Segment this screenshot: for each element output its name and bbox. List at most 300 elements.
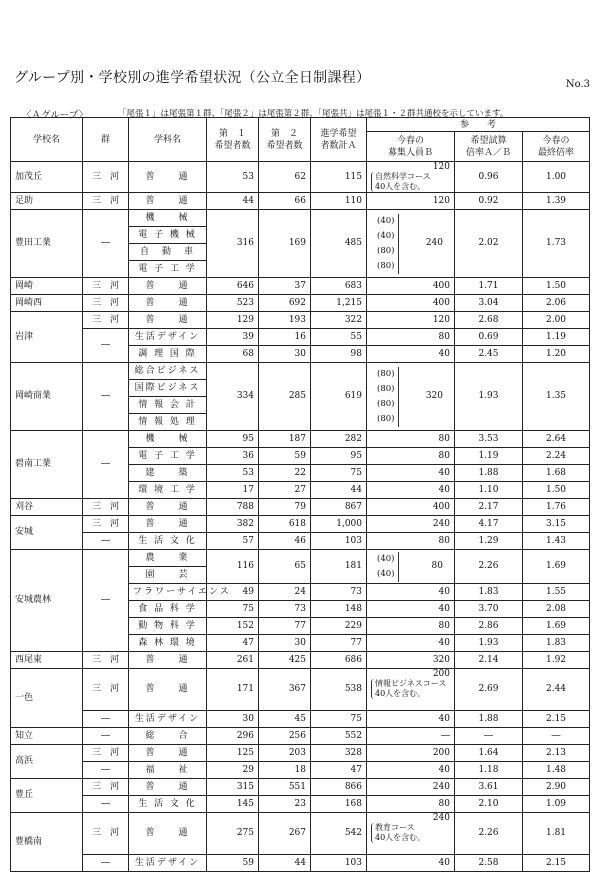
total-a: 1,215 <box>311 295 367 312</box>
ratio-cell: 2.02 <box>455 210 523 278</box>
dept-cell: 国際ビジネス <box>129 380 207 397</box>
final-ratio: 2.08 <box>523 601 590 618</box>
total-a: 683 <box>311 278 367 295</box>
final-ratio: 1.92 <box>523 652 590 669</box>
first-choice: 334 <box>207 363 259 431</box>
header-school: 学校名 <box>11 118 83 162</box>
dept-cell: 普 通 <box>129 499 207 516</box>
second-choice: 22 <box>259 465 311 482</box>
second-choice: 551 <box>259 779 311 796</box>
breakdown-list <box>374 552 399 582</box>
ratio-cell: 1.83 <box>455 584 523 601</box>
second-choice: 27 <box>259 482 311 499</box>
boshu-cell: 120 <box>367 193 455 210</box>
boshu-cell: 320 <box>367 652 455 669</box>
table-row <box>11 550 590 567</box>
dept-cell: 普 通 <box>129 669 207 711</box>
second-choice: 24 <box>259 584 311 601</box>
boshu-note: 教育コース 40人を含む。 <box>371 823 450 843</box>
boshu-breakdown <box>371 363 450 430</box>
second-choice: 187 <box>259 431 311 448</box>
table-row <box>11 533 590 550</box>
ratio-cell: 2.69 <box>455 669 523 711</box>
gun-cell: 三 河 <box>83 669 129 711</box>
gun-cell: ― <box>83 855 129 872</box>
school-name: 知立 <box>11 728 83 745</box>
boshu-cell: 80 <box>367 431 455 448</box>
table-row <box>11 193 590 210</box>
first-choice: 171 <box>207 669 259 711</box>
gun-cell: ― <box>83 762 129 779</box>
second-choice: 256 <box>259 728 311 745</box>
final-ratio: 1.39 <box>523 193 590 210</box>
breakdown-item: (40) <box>377 553 395 564</box>
boshu-cell: 40 <box>367 482 455 499</box>
final-ratio: 1.00 <box>523 162 590 193</box>
final-ratio: 1.73 <box>523 210 590 278</box>
ratio-cell: 0.92 <box>455 193 523 210</box>
dept-cell: 福 祉 <box>129 762 207 779</box>
total-a: 867 <box>311 499 367 516</box>
second-choice: 46 <box>259 533 311 550</box>
legend-note: 「尾張１」は尾張第１群、「尾張２」は尾張第２群、「尾張共」は尾張１・２群共通校を示しています。 <box>118 109 509 119</box>
first-choice: 36 <box>207 448 259 465</box>
gun-cell: 三 河 <box>83 312 129 329</box>
boshu-cell: 80 <box>367 448 455 465</box>
ratio-cell: 2.86 <box>455 618 523 635</box>
table-row <box>11 796 590 813</box>
ratio-cell: 1.93 <box>455 363 523 431</box>
total-a: 538 <box>311 669 367 711</box>
header-total: 進学希望 者数計Ａ <box>311 118 367 162</box>
final-ratio: 2.64 <box>523 431 590 448</box>
first-choice: 49 <box>207 584 259 601</box>
boshu-value: 320 <box>425 391 443 401</box>
ratio-cell: 4.17 <box>455 516 523 533</box>
total-a: 229 <box>311 618 367 635</box>
first-choice: 523 <box>207 295 259 312</box>
final-ratio: 1.81 <box>523 813 590 855</box>
final-ratio: 1.19 <box>523 329 590 346</box>
dept-cell: フラワーサイエンス <box>129 584 207 601</box>
first-choice: 29 <box>207 762 259 779</box>
gun-cell: 三 河 <box>83 499 129 516</box>
dept-cell: 情 報 処 理 <box>129 414 207 431</box>
table-row <box>11 728 590 745</box>
dept-cell: 電 子 工 学 <box>129 448 207 465</box>
total-a: 542 <box>311 813 367 855</box>
second-choice: 285 <box>259 363 311 431</box>
dept-cell: 生活デザイン <box>129 711 207 728</box>
first-choice: 382 <box>207 516 259 533</box>
dept-cell: 動 物 科 学 <box>129 618 207 635</box>
dept-cell: 生 活 文 化 <box>129 533 207 550</box>
gun-cell: ― <box>83 550 129 652</box>
final-ratio: 2.90 <box>523 779 590 796</box>
gun-cell: 三 河 <box>83 278 129 295</box>
ratio-cell: 0.69 <box>455 329 523 346</box>
dept-cell: 農 業 <box>129 550 207 567</box>
total-a: 95 <box>311 448 367 465</box>
boshu-breakdown <box>371 210 450 277</box>
total-a: 75 <box>311 465 367 482</box>
final-ratio: 1.76 <box>523 499 590 516</box>
final-ratio: 2.13 <box>523 745 590 762</box>
first-choice: 59 <box>207 855 259 872</box>
boshu-cell: 240 <box>367 516 455 533</box>
first-choice: 68 <box>207 346 259 363</box>
school-name: 岡崎商業 <box>11 363 83 431</box>
ratio-cell: 1.29 <box>455 533 523 550</box>
final-ratio: 2.00 <box>523 312 590 329</box>
header-bairitsu: 希望試算 倍率Ａ／Ｂ <box>455 132 523 162</box>
breakdown-item: (80) <box>377 245 395 256</box>
dept-cell: 総 合 <box>129 728 207 745</box>
header-final: 今春の 最終倍率 <box>523 132 590 162</box>
second-choice: 267 <box>259 813 311 855</box>
dept-cell: 自 動 車 <box>129 244 207 261</box>
boshu-cell: 40 <box>367 584 455 601</box>
table-row <box>11 312 590 329</box>
first-choice: 53 <box>207 162 259 193</box>
gun-cell: ― <box>83 210 129 278</box>
ratio-cell: 1.88 <box>455 711 523 728</box>
boshu-breakdown <box>371 550 450 583</box>
table-row <box>11 516 590 533</box>
dept-cell: 普 通 <box>129 745 207 762</box>
ratio-cell: 2.10 <box>455 796 523 813</box>
final-ratio: 1.69 <box>523 618 590 635</box>
first-choice: 646 <box>207 278 259 295</box>
breakdown-item: (40) <box>377 230 395 241</box>
boshu-cell: 80 <box>367 618 455 635</box>
ratio-cell: 3.53 <box>455 431 523 448</box>
dept-cell: 普 通 <box>129 162 207 193</box>
final-ratio: 1.43 <box>523 533 590 550</box>
second-choice: 30 <box>259 635 311 652</box>
school-name: 豊橋南 <box>11 813 83 872</box>
group-label: 〈Ａグループ〉 <box>22 110 89 121</box>
ratio-cell: 2.17 <box>455 499 523 516</box>
school-name: 岩津 <box>11 312 83 363</box>
second-choice: 18 <box>259 762 311 779</box>
table-row <box>11 813 590 855</box>
final-ratio: 2.15 <box>523 855 590 872</box>
total-a: 115 <box>311 162 367 193</box>
second-choice: 367 <box>259 669 311 711</box>
table-row <box>11 762 590 779</box>
second-choice: 59 <box>259 448 311 465</box>
dept-cell: 普 通 <box>129 193 207 210</box>
school-name: 加茂丘 <box>11 162 83 193</box>
ratio-cell: 1.10 <box>455 482 523 499</box>
header-first: 第 １ 希望者数 <box>207 118 259 162</box>
dept-cell: 建 築 <box>129 465 207 482</box>
breakdown-item: (40) <box>377 215 395 226</box>
dept-cell: 機 械 <box>129 210 207 227</box>
boshu-cell: 400 <box>367 295 455 312</box>
ratio-cell: 3.61 <box>455 779 523 796</box>
total-a: 55 <box>311 329 367 346</box>
first-choice: 125 <box>207 745 259 762</box>
applicant-table <box>10 117 590 872</box>
ratio-cell: 1.19 <box>455 448 523 465</box>
first-choice: 296 <box>207 728 259 745</box>
dept-cell: 生活デザイン <box>129 329 207 346</box>
school-name: 一色 <box>11 669 83 728</box>
boshu-cell: ― <box>367 728 455 745</box>
first-choice: 788 <box>207 499 259 516</box>
table-row <box>11 210 590 227</box>
final-ratio: 2.24 <box>523 448 590 465</box>
ratio-cell: 3.70 <box>455 601 523 618</box>
final-ratio: 1.50 <box>523 482 590 499</box>
breakdown-item: (80) <box>377 413 395 424</box>
second-choice: 45 <box>259 711 311 728</box>
first-choice: 261 <box>207 652 259 669</box>
school-name: 岡崎 <box>11 278 83 295</box>
total-a: 148 <box>311 601 367 618</box>
final-ratio: 1.35 <box>523 363 590 431</box>
gun-cell: ― <box>83 533 129 550</box>
first-choice: 44 <box>207 193 259 210</box>
total-a: 77 <box>311 635 367 652</box>
final-ratio: 1.48 <box>523 762 590 779</box>
second-choice: 66 <box>259 193 311 210</box>
total-a: 110 <box>311 193 367 210</box>
first-choice: 53 <box>207 465 259 482</box>
dept-cell: 普 通 <box>129 516 207 533</box>
gun-cell: 三 河 <box>83 295 129 312</box>
boshu-cell: 80 <box>367 796 455 813</box>
gun-cell: 三 河 <box>83 193 129 210</box>
first-choice: 75 <box>207 601 259 618</box>
table-row <box>11 855 590 872</box>
first-choice: 30 <box>207 711 259 728</box>
boshu-cell <box>367 363 455 431</box>
second-choice: 193 <box>259 312 311 329</box>
dept-cell: 普 通 <box>129 813 207 855</box>
table-row <box>11 669 590 711</box>
gun-cell: ― <box>83 329 129 363</box>
boshu-value: 240 <box>425 238 443 248</box>
school-name: 足助 <box>11 193 83 210</box>
first-choice: 315 <box>207 779 259 796</box>
boshu-cell: 40 <box>367 601 455 618</box>
total-a: 552 <box>311 728 367 745</box>
ratio-cell: 1.88 <box>455 465 523 482</box>
school-name: 岡崎西 <box>11 295 83 312</box>
boshu-value: 80 <box>431 561 443 571</box>
dept-cell: 普 通 <box>129 779 207 796</box>
second-choice: 23 <box>259 796 311 813</box>
breakdown-list <box>374 214 399 274</box>
boshu-cell <box>367 669 455 711</box>
total-a: 1,000 <box>311 516 367 533</box>
page-number: No.3 <box>565 79 590 90</box>
table-row <box>11 745 590 762</box>
ratio-cell: 2.68 <box>455 312 523 329</box>
gun-cell: ― <box>83 363 129 431</box>
dept-cell: 電 子 機 械 <box>129 227 207 244</box>
second-choice: 44 <box>259 855 311 872</box>
header-ref: 参 考 <box>367 118 590 132</box>
ratio-cell: 0.96 <box>455 162 523 193</box>
total-a: 866 <box>311 779 367 796</box>
school-name: 高浜 <box>11 745 83 779</box>
final-ratio: ― <box>523 728 590 745</box>
boshu-note: 情報ビジネスコース 40人を含む。 <box>371 679 450 699</box>
first-choice: 275 <box>207 813 259 855</box>
table-row <box>11 652 590 669</box>
ratio-cell: 1.64 <box>455 745 523 762</box>
total-a: 686 <box>311 652 367 669</box>
dept-cell: 情 報 会 計 <box>129 397 207 414</box>
first-choice: 47 <box>207 635 259 652</box>
total-a: 98 <box>311 346 367 363</box>
second-choice: 65 <box>259 550 311 584</box>
first-choice: 17 <box>207 482 259 499</box>
boshu-cell: 80 <box>367 329 455 346</box>
ratio-cell: 1.71 <box>455 278 523 295</box>
final-ratio: 2.06 <box>523 295 590 312</box>
boshu-cell: 200 <box>367 745 455 762</box>
dept-cell: 普 通 <box>129 295 207 312</box>
gun-cell: ― <box>83 431 129 499</box>
boshu-cell: 120 <box>367 312 455 329</box>
second-choice: 37 <box>259 278 311 295</box>
gun-cell: 三 河 <box>83 652 129 669</box>
boshu-note: 自然科学コース 40人を含む。 <box>371 172 450 192</box>
table-row <box>11 499 590 516</box>
dept-cell: 電 子 工 学 <box>129 261 207 278</box>
school-name: 西尾東 <box>11 652 83 669</box>
boshu-cell: 80 <box>367 533 455 550</box>
second-choice: 425 <box>259 652 311 669</box>
boshu-cell <box>367 813 455 855</box>
dept-cell: 調 理 国 際 <box>129 346 207 363</box>
school-name: 刈谷 <box>11 499 83 516</box>
boshu-cell: 400 <box>367 278 455 295</box>
dept-cell: 環 境 工 学 <box>129 482 207 499</box>
total-a: 75 <box>311 711 367 728</box>
gun-cell: ― <box>83 728 129 745</box>
second-choice: 30 <box>259 346 311 363</box>
first-choice: 95 <box>207 431 259 448</box>
ratio-cell: 1.18 <box>455 762 523 779</box>
table-row <box>11 278 590 295</box>
table-row <box>11 363 590 380</box>
boshu-cell <box>367 550 455 584</box>
final-ratio: 1.20 <box>523 346 590 363</box>
ratio-cell: 2.26 <box>455 550 523 584</box>
page-title: グループ別・学校別の進学希望状況（公立全日制課程） <box>14 70 371 86</box>
dept-cell: 普 通 <box>129 652 207 669</box>
total-a: 322 <box>311 312 367 329</box>
total-a: 103 <box>311 855 367 872</box>
second-choice: 618 <box>259 516 311 533</box>
boshu-value: 200 <box>432 669 450 679</box>
ratio-cell: 2.26 <box>455 813 523 855</box>
header-second: 第 ２ 希望者数 <box>259 118 311 162</box>
second-choice: 692 <box>259 295 311 312</box>
gun-cell: 三 河 <box>83 162 129 193</box>
boshu-value: 120 <box>432 162 450 172</box>
boshu-cell: 40 <box>367 465 455 482</box>
breakdown-item: (80) <box>377 368 395 379</box>
first-choice: 129 <box>207 312 259 329</box>
second-choice: 79 <box>259 499 311 516</box>
first-choice: 116 <box>207 550 259 584</box>
gun-cell: 三 河 <box>83 779 129 796</box>
dept-cell: 食 品 科 学 <box>129 601 207 618</box>
dept-cell: 普 通 <box>129 278 207 295</box>
total-a: 168 <box>311 796 367 813</box>
total-a: 282 <box>311 431 367 448</box>
header-gun: 群 <box>83 118 129 162</box>
table-row <box>11 431 590 448</box>
total-a: 619 <box>311 363 367 431</box>
boshu-cell: 240 <box>367 779 455 796</box>
total-a: 47 <box>311 762 367 779</box>
second-choice: 169 <box>259 210 311 278</box>
ratio-cell: 2.45 <box>455 346 523 363</box>
final-ratio: 2.44 <box>523 669 590 711</box>
first-choice: 39 <box>207 329 259 346</box>
gun-cell: 三 河 <box>83 516 129 533</box>
table-row <box>11 779 590 796</box>
boshu-value: 240 <box>432 813 450 823</box>
total-a: 328 <box>311 745 367 762</box>
boshu-cell: 40 <box>367 855 455 872</box>
gun-cell: ― <box>83 796 129 813</box>
dept-cell: 機 械 <box>129 431 207 448</box>
boshu-cell: 40 <box>367 711 455 728</box>
second-choice: 77 <box>259 618 311 635</box>
school-name: 安城農林 <box>11 550 83 652</box>
final-ratio: 1.09 <box>523 796 590 813</box>
breakdown-item: (80) <box>377 260 395 271</box>
ratio-cell: 2.14 <box>455 652 523 669</box>
final-ratio: 3.15 <box>523 516 590 533</box>
breakdown-item: (40) <box>377 568 395 579</box>
total-a: 181 <box>311 550 367 584</box>
total-a: 103 <box>311 533 367 550</box>
dept-cell: 生 活 文 化 <box>129 796 207 813</box>
table-row <box>11 711 590 728</box>
first-choice: 57 <box>207 533 259 550</box>
final-ratio: 1.68 <box>523 465 590 482</box>
final-ratio: 1.69 <box>523 550 590 584</box>
school-name: 安城 <box>11 516 83 550</box>
boshu-cell: 400 <box>367 499 455 516</box>
final-ratio: 1.55 <box>523 584 590 601</box>
total-a: 73 <box>311 584 367 601</box>
gun-cell: 三 河 <box>83 745 129 762</box>
boshu-cell <box>367 162 455 193</box>
first-choice: 145 <box>207 796 259 813</box>
school-name: 豊丘 <box>11 779 83 813</box>
ratio-cell: 2.58 <box>455 855 523 872</box>
table-row <box>11 295 590 312</box>
second-choice: 203 <box>259 745 311 762</box>
total-a: 44 <box>311 482 367 499</box>
dept-cell: 普 通 <box>129 312 207 329</box>
dept-cell: 園 芸 <box>129 567 207 584</box>
second-choice: 73 <box>259 601 311 618</box>
header-dept: 学科名 <box>129 118 207 162</box>
gun-cell: 三 河 <box>83 813 129 855</box>
